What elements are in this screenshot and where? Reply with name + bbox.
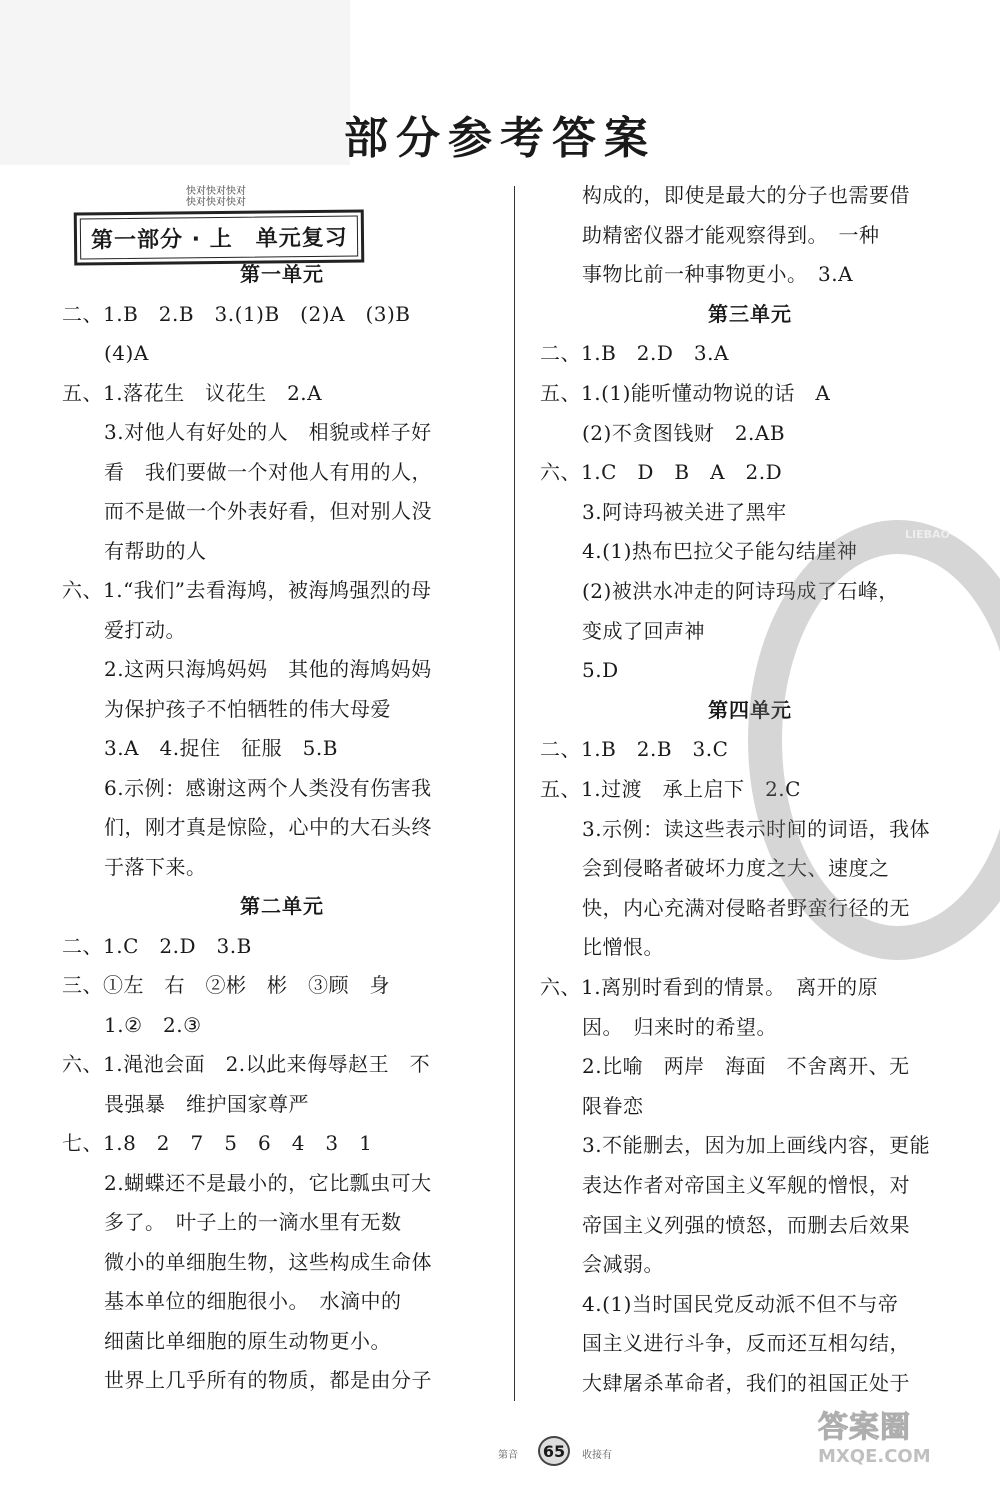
- site-watermark: [818, 1410, 988, 1480]
- answer-line: 七、1.8 2 7 5 6 4 3 1: [62, 1131, 373, 1155]
- banner-label: 第一部分 · 上 单元复习: [80, 216, 358, 260]
- answer-line: 2.这两只海鸠妈妈 其他的海鸠妈妈: [104, 657, 432, 681]
- answer-line: 会到侵略者破坏力度之大、速度之: [582, 856, 890, 881]
- answer-line: 三、①左 右 ②彬 彬 ③顾 身: [62, 973, 390, 997]
- section-banner: [74, 186, 364, 264]
- answer-line: 构成的，即使是最大的分子也需要借: [582, 183, 910, 207]
- answer-line: 细菌比单细胞的原生动物更小。: [104, 1328, 391, 1353]
- unit-heading: 第四单元: [708, 697, 792, 722]
- answer-line: 变成了回声神: [582, 618, 705, 643]
- footer-right-text: 收接有: [582, 1450, 612, 1461]
- answer-line: 二、1.B 2.B 3.C: [540, 737, 729, 762]
- answer-line: 2.比喻 两岸 海面 不舍离开、无: [582, 1054, 910, 1079]
- answer-line: 六、1.离别时看到的情景。 离开的原: [540, 975, 879, 999]
- answer-line: 六、1.渑池会面 2.以此来侮辱赵王 不: [62, 1052, 431, 1076]
- answer-line: 五、1.落花生 议花生 2.A: [62, 380, 323, 405]
- answer-line: 1.② 2.③: [104, 1012, 202, 1037]
- answer-line: 事物比前一种事物更小。 3.A: [582, 262, 854, 287]
- answer-line: 有帮助的人: [104, 538, 207, 563]
- answer-line: 畏强暴 维护国家尊严: [104, 1091, 309, 1116]
- answer-line: 会减弱。: [582, 1252, 664, 1277]
- footer-left-text: 第音: [498, 1450, 518, 1461]
- answer-line: 大肆屠杀革命者，我们的祖国正处于: [582, 1371, 910, 1395]
- watermark-top: 答案圈: [818, 1410, 911, 1445]
- answer-line: 6.示例：感谢这两个人类没有伤害我: [104, 775, 432, 800]
- banner-small-text-1: 快对快对快对: [186, 186, 246, 197]
- answer-line: 4.(1)热布巴拉父子能勾结崖神: [582, 539, 858, 564]
- answer-line: 帝国主义列强的愤怒，而删去后效果: [582, 1212, 910, 1237]
- watermark-bottom: MXQE.COM: [818, 1446, 931, 1467]
- answer-line: 六、1.C D B A 2.D: [540, 460, 783, 485]
- answer-line: 于落下来。: [104, 854, 207, 879]
- answer-line: (2)被洪水冲走的阿诗玛成了石峰，: [582, 579, 899, 603]
- page-title: 部分参考答案: [344, 113, 656, 164]
- unit-heading: 第二单元: [240, 894, 324, 918]
- answer-line: 2.蝴蝶还不是最小的，它比瓢虫可大: [104, 1170, 432, 1195]
- answer-line: 多了。 叶子上的一滴水里有无数: [104, 1210, 402, 1234]
- answer-line: 爱打动。: [104, 617, 186, 642]
- unit-heading: 第三单元: [708, 301, 792, 326]
- banner-frame: [74, 209, 365, 265]
- answer-line: 3.示例：读这些表示时间的词语，我体: [582, 816, 931, 841]
- answer-line: 4.(1)当时国民党反动派不但不与帝: [582, 1291, 899, 1316]
- answer-line: 表达作者对帝国主义军舰的憎恨，对: [582, 1173, 910, 1197]
- page-footer: [458, 1436, 658, 1466]
- answer-line: 3.不能删去，因为加上画线内容，更能: [582, 1133, 931, 1158]
- answer-line: 3.阿诗玛被关进了黑牢: [582, 499, 787, 524]
- answer-line: 快，内心充满对侵略者野蛮行径的无: [582, 895, 910, 920]
- answer-line: 基本单位的细胞很小。 水滴中的: [104, 1289, 402, 1313]
- answer-line: 3.对他人有好处的人 相貌或样子好: [104, 420, 432, 444]
- answer-line: 国主义进行斗争，反而还互相勾结，: [582, 1331, 910, 1356]
- answer-line: 微小的单细胞生物，这些构成生命体: [104, 1249, 432, 1274]
- answer-line: 二、1.C 2.D 3.B: [62, 933, 252, 958]
- answer-line: 二、1.B 2.B 3.(1)B (2)A (3)B: [62, 301, 411, 326]
- answer-line: 五、1.过渡 承上启下 2.C: [540, 777, 801, 801]
- unit-heading: 第一单元: [240, 262, 324, 286]
- answer-line: 因。 归来时的希望。: [582, 1014, 777, 1039]
- answer-line: 为保护孩子不怕牺牲的伟大母爱: [104, 696, 391, 721]
- answer-line: 二、1.B 2.D 3.A: [540, 341, 729, 366]
- page-number: 65: [538, 1436, 570, 1466]
- answer-line: 看 我们要做一个对他人有用的人，: [104, 459, 432, 484]
- banner-small-text-2: 快对快对快对: [186, 197, 246, 208]
- answer-line: 们，刚才真是惊险，心中的大石头终: [104, 815, 432, 839]
- answer-line: 五、1.(1)能听懂动物说的话 A: [540, 381, 831, 405]
- stamp-text: LIEBAO: [905, 528, 950, 541]
- answer-line: (4)A: [104, 341, 149, 365]
- column-divider: [514, 186, 515, 1401]
- answer-line: 限眷恋: [582, 1093, 644, 1118]
- answer-line: 而不是做一个外表好看，但对别人没: [104, 499, 432, 523]
- answer-line: 助精密仪器才能观察得到。 一种: [582, 222, 880, 247]
- answer-line: 比憎恨。: [582, 935, 664, 960]
- answer-line: 3.A 4.捉住 征服 5.B: [104, 736, 338, 760]
- answer-line: 5.D: [582, 658, 619, 683]
- answer-line: 世界上几乎所有的物质，都是由分子: [104, 1368, 432, 1392]
- answer-line: 六、1.“我们”去看海鸠，被海鸠强烈的母: [62, 578, 432, 602]
- answer-line: (2)不贪图钱财 2.AB: [582, 420, 786, 445]
